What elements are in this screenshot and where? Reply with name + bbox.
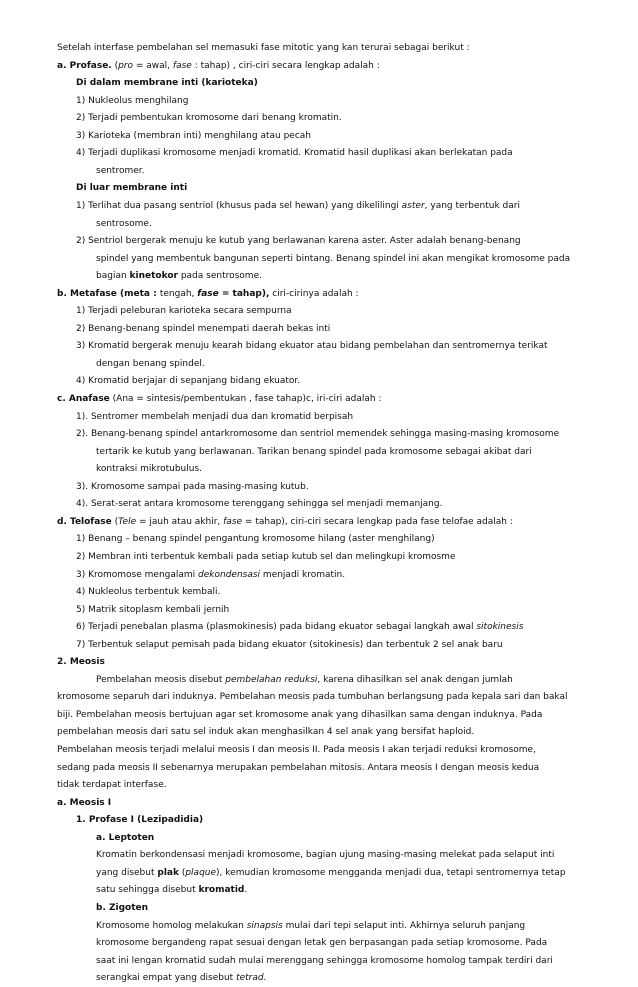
text-span: Kromatin berkondensasi menjadi kromosome, bagian ujung masing-masing melekat pada selaput inti [96,850,555,861]
telofase-tele: Tele [118,516,137,527]
list-item: 2) Benang-benang spindel menempati daerah bekas inti [76,323,331,334]
metafase-head-mid: tengah, [159,288,198,299]
text-bold: kromatid [198,885,245,896]
paragraph-line [96,881,247,899]
text-bold: kinetokor [129,271,178,282]
list-item: 4) Kromatid berjajar di sepanjang bidang ekuator. [76,376,301,387]
text-span: yang disebut [96,867,158,878]
list-item: 4) Nukleolus terbentuk kembali. [76,587,221,598]
profase-head-mid: = awal, [133,60,173,71]
list-item-cont: dengan benang spindel. [96,358,205,369]
text-span: bagian [96,271,130,282]
paragraph-line: tidak terdapat interfase. [57,780,167,791]
meosis-i-heading: a. Meosis I [57,797,112,808]
text-span: ( [178,867,186,878]
text-italic: sinapsis [246,920,283,931]
text-span: . [244,885,248,896]
list-item: 2). Benang-benang spindel antarkromosome dan sentriol memendek sehingga masing-masing kromosome [76,429,560,440]
text-span: pada sentrosome. [177,271,262,282]
profase-label: a. Profase. [57,60,112,71]
text-bold: plak [157,867,179,878]
profase-fase: fase [172,60,192,71]
paragraph-line: pembelahan meosis dari satu sel induk akan menghasilkan 4 sel anak yang bersifat haploid. [57,727,475,738]
list-item: 2) Terjadi pembentukan kromosome dari benang kromatin. [76,113,342,124]
paragraph-line [96,864,566,882]
list-item [76,618,523,636]
paragraph-line [96,934,547,952]
list-item: 1) Benang – benang spindel pengantung kromosome hilang (aster menghilang) [76,534,435,545]
profase-i-heading: 1. Profase I (Lezipadidia) [76,815,204,826]
profase-subheading-inner: Di dalam membrane inti (karioteka) [76,78,258,89]
paragraph-line: kromosome separuh dari induknya. Pembelahan meosis pada tumbuhan berlangsung pada kepala sari dan bakal [57,692,568,703]
list-item: 3). Kromosome sampai pada masing-masing kutub. [76,481,309,492]
meosis-heading: 2. Meosis [57,657,105,668]
text-span: ( [111,516,119,527]
paragraph-line: sedang pada meosis II sebenarnya merupakan pembelahan mitosis. Antara meosis I dengan meosis kedua [57,762,540,773]
list-item: 3) Kromatid bergerak menuju kearah bidang ekuator atau bidang pembelahan dan sentromernya terikat [76,341,548,352]
profase-head-rest: : tahap) , ciri-ciri secara lengkap adalah : [191,60,380,71]
list-item: 5) Matrik sitoplasm kembali jernih [76,604,230,615]
anafase-heading [57,390,381,408]
text-italic: sitokinesis [476,622,524,633]
paragraph-line [96,969,266,987]
list-item-cont [96,267,262,285]
text-span: menjadi kromatin. [260,569,346,580]
text-span: ), kemudian kromosome mengganda menjadi dua, tetapi sentromernya tetap [216,867,566,878]
list-item-cont: spindel yang membentuk bangunan seperti bintang. Benang spindel ini akan mengikat kromosome pada [96,253,571,264]
text-span: kromosome bergandeng rapat sesuai dengan letak gen berpasangan pada setiap kromosome. Pada [96,938,548,949]
text-span: mulai dari tepi selaput inti. Akhirnya seluruh panjang [282,920,526,931]
list-item: 4) Terjadi duplikasi kromosome menjadi kromatid. Kromatid hasil duplikasi akan berlekatan pada [76,148,513,159]
list-item: 1) Terjadi peleburan karioteka secara sempurna [76,306,292,317]
paragraph-line [96,917,525,935]
telofase-heading [57,513,513,531]
metafase-fase: fase [197,288,219,299]
paragraph-line: Pembelahan meosis terjadi melalui meosis I dan meosis II. Pada meosis I akan terjadi reduksi kromosome, [57,745,536,755]
list-item-cont: sentrosome. [96,218,152,229]
paragraph-line [96,671,513,689]
list-item: 1) Nukleolus menghilang [76,95,189,106]
list-item [76,197,520,215]
metafase-heading [57,285,359,303]
text-italic: plaque [185,867,217,878]
paragraph-line [96,952,553,970]
profase-subheading-outer: Di luar membrane inti [76,183,188,194]
telofase-label: d. Telofase [57,516,112,527]
text-italic: pembelahan reduksi [225,674,318,685]
text-span: serangkai empat yang disebut [96,973,237,984]
anafase-head-rest: (Ana = sintesis/pembentukan , fase tahap)c, iri-ciri adalah : [109,394,382,404]
metafase-head-tail: ciri-cirinya adalah : [269,288,359,299]
text-span: Pembelahan meosis disebut [96,674,226,685]
text-span: , yang terbentuk dari [424,200,520,211]
anafase-label: c. Anafase [57,394,110,404]
text-span: , karena dihasilkan sel anak dengan jumlah [317,674,513,685]
text-span: 3) Kromomose mengalami [76,569,199,580]
paragraph-line: biji. Pembelahan meosis bertujuan agar set kromosome anak yang dihasilkan sama dengan induknya. Pada [57,709,543,720]
list-item: 1). Sentromer membelah menjadi dua dan kromatid berpisah [76,411,354,422]
text-italic: tetrad. [236,973,267,984]
list-item-cont: kontraksi mikrotubulus. [96,464,203,475]
metafase-label: b. Metafase (meta : [57,288,160,299]
text-span: = tahap), ciri-ciri secara lengkap pada fase telofae adalah : [242,516,513,527]
text-span: 1) Terlihat dua pasang sentriol (khusus pada sel hewan) yang dikelilingi [76,200,402,211]
list-item: 7) Terbentuk selaput pemisah pada bidang ekuator (sitokinesis) dan terbentuk 2 sel anak baru [76,639,503,650]
text-span: satu sehingga disebut [96,885,199,896]
list-item: 2) Membran inti terbentuk kembali pada setiap kutub sel dan melingkupi kromosme [76,551,456,562]
list-item: 4). Serat-serat antara kromosome terenggang sehingga sel menjadi memanjang. [76,499,443,510]
text-span: b. Zigoten [96,902,149,913]
intro-line: Setelah interfase pembelahan sel memasuki fase mitotic yang kan terurai sebagai berikut : [57,43,470,53]
text-span: 6) Terjadi penebalan plasma (plasmokinesis) pada bidang ekuator sebagai langkah awal [76,622,477,633]
list-item [76,566,345,584]
list-item: 2) Sentriol bergerak menuju ke kutub yang berlawanan karena aster. Aster adalah benang-benang [76,236,521,247]
profase-heading: a. Profase. (pro = awal, fase : tahap) , ciri-ciri secara lengkap adalah : [57,60,380,71]
text-span: saat ini lengan kromatid sudah mulai merenggang sehingga kromosome homolog tampak terdiri dari [96,955,553,966]
text-italic: aster [401,200,425,211]
leptoten-heading [96,829,154,847]
text-italic: dekondensasi [198,569,261,580]
text-span: Kromosome homolog melakukan [96,920,247,931]
metafase-head-rest: = tahap), [218,288,270,299]
text-span: a. Leptoten [96,832,155,843]
list-item-cont: sentromer. [96,165,145,176]
profase-pro: pro [118,60,134,71]
list-item-cont: tertarik ke kutub yang berlawanan. Tarikan benang spindel pada kromosome sebagai akibat dari [96,446,532,457]
telofase-fase: fase [223,516,243,527]
paragraph-line [96,846,554,864]
zigoten-heading [96,899,148,917]
list-item: 3) Karioteka (membran inti) menghilang atau pecah [76,130,312,141]
text-span: = jauh atau akhir, [136,516,224,527]
